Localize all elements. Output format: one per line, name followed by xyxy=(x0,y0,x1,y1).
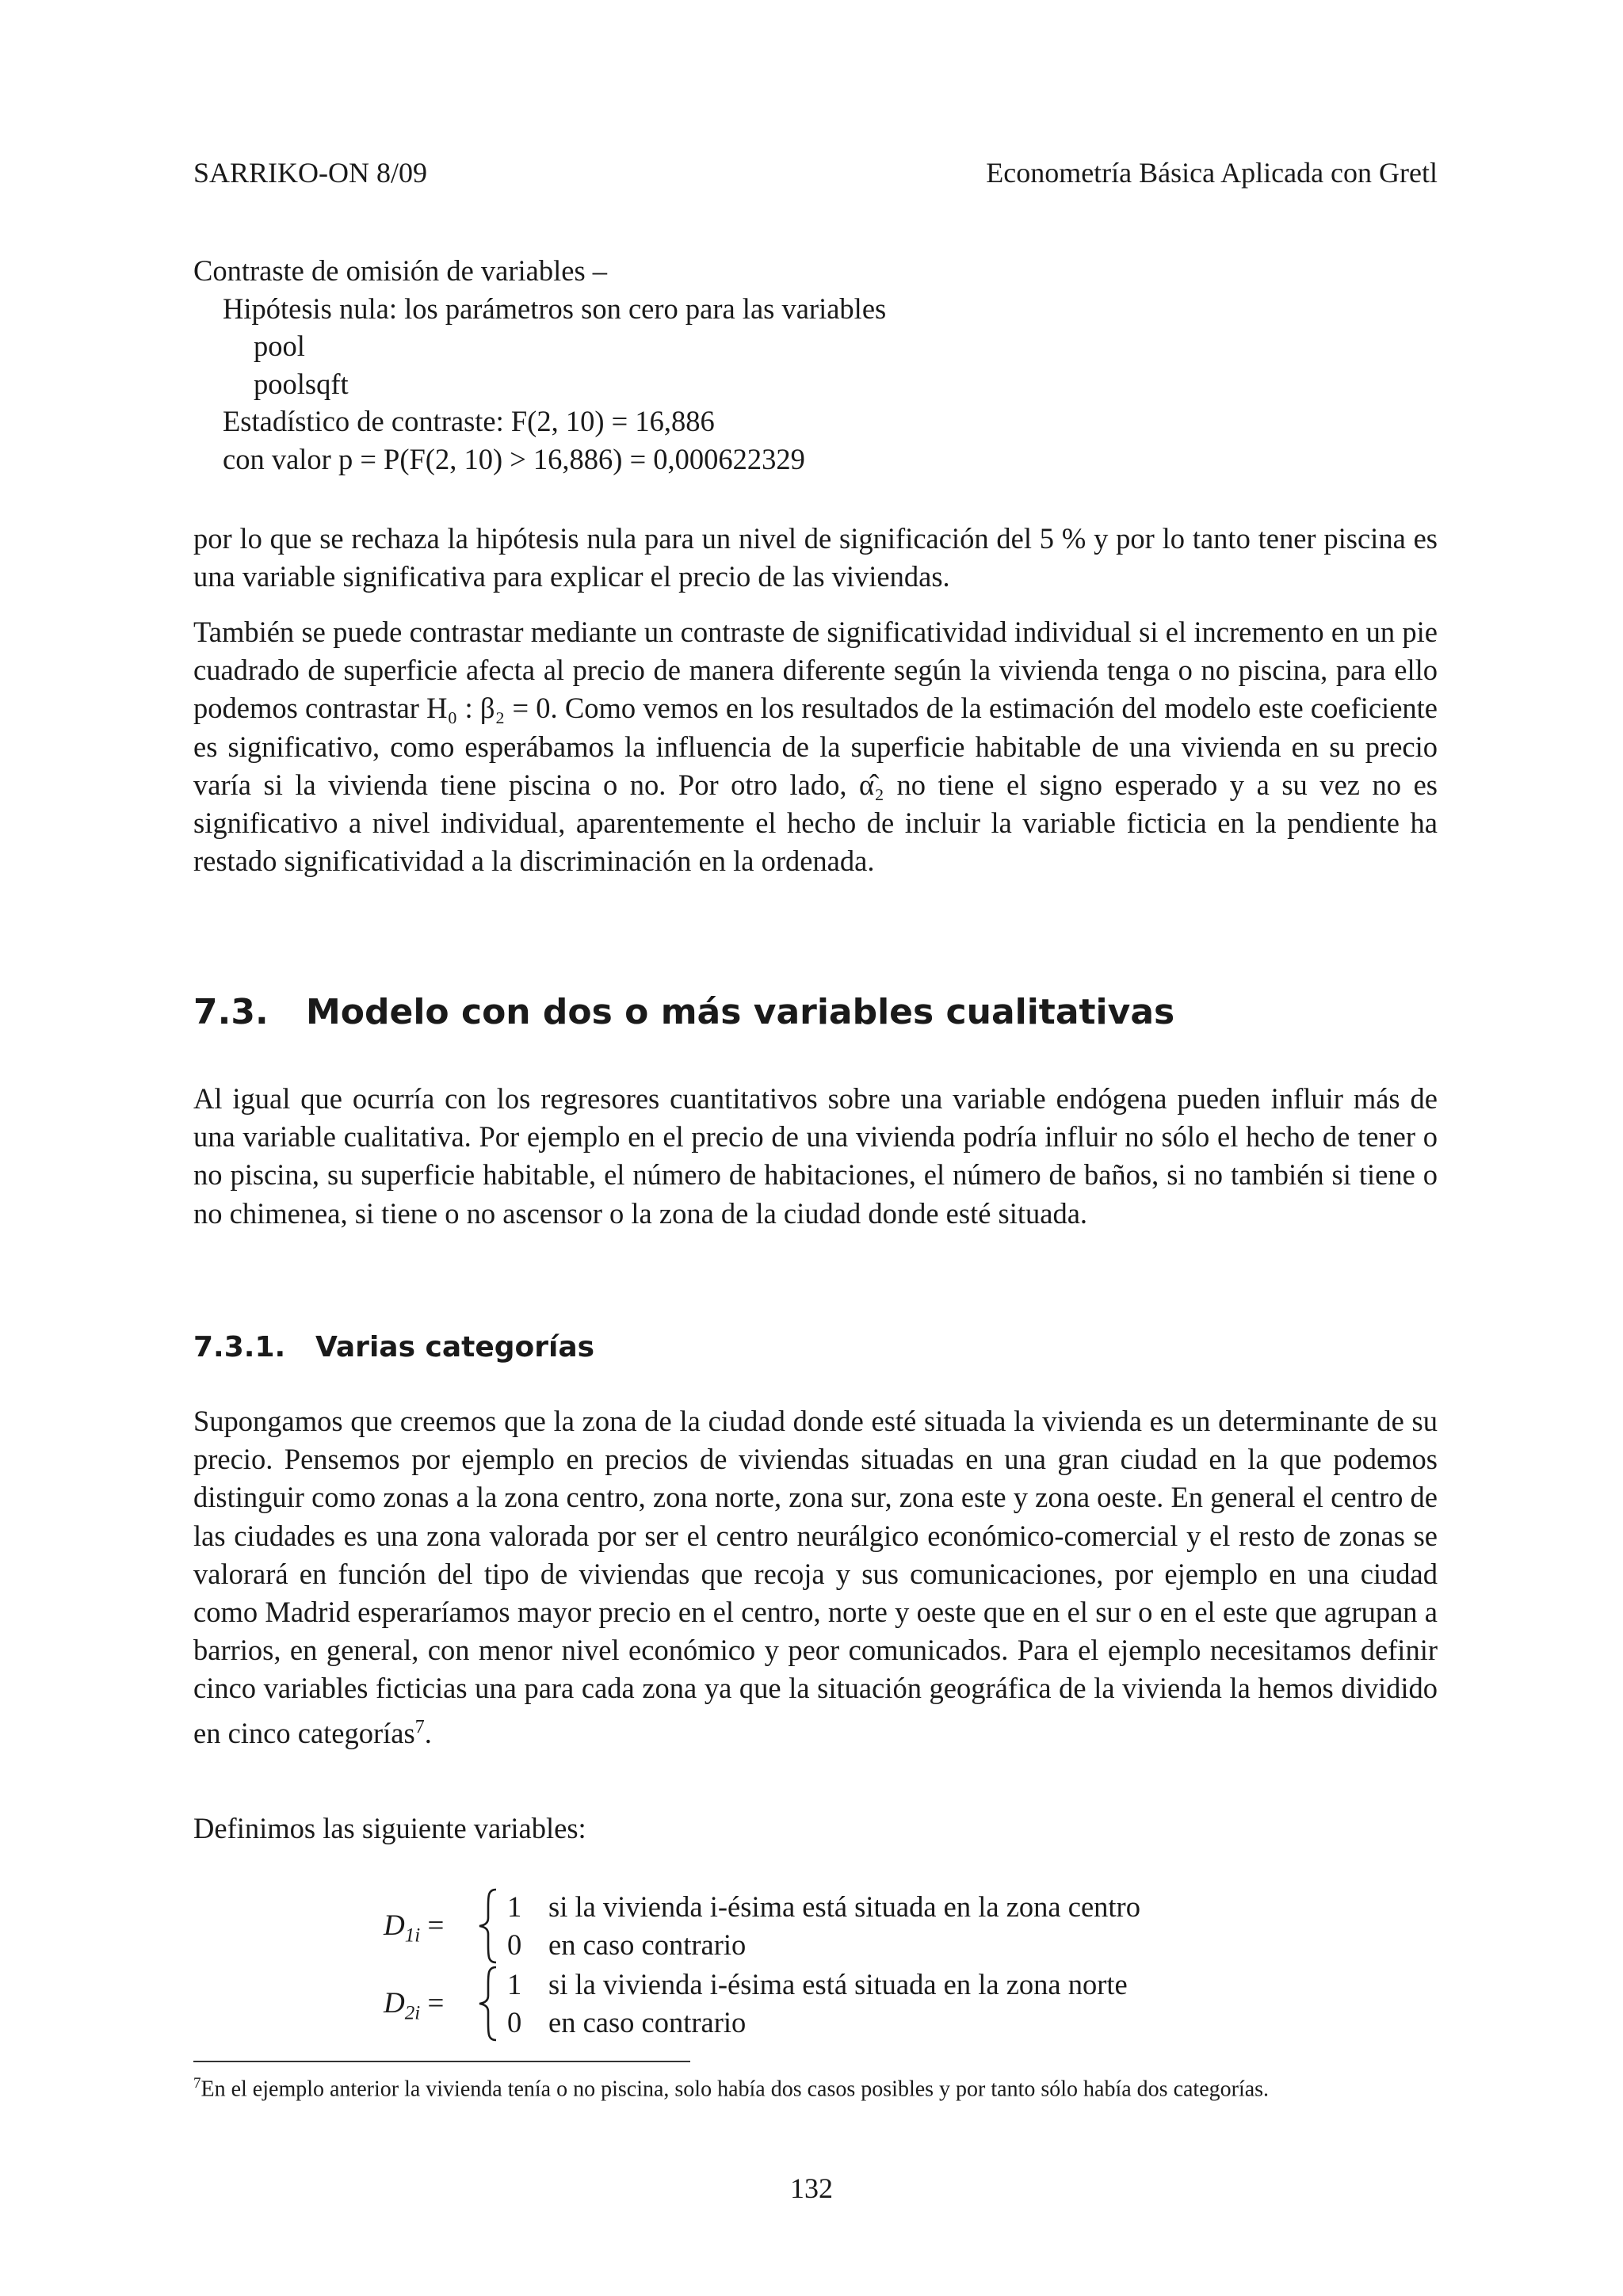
paragraph-conclusion xyxy=(193,520,1438,596)
paragraph-text: También se puede contrastar mediante un contraste de significatividad individual si el incremento en un pie cuadrado de superficie afecta al precio de manera diferente según la vivienda tenga o no piscina, para ello podemos contrastar H₀ : β₂ = 0. Como vemos en los resultados de la estimación del modelo este coeficiente es significativo, como esperábamos la influencia de la superficie habitable de una vivienda en su precio varía si la vivienda tiene piscina o no. Por otro lado, α̂₂ no tiene el signo esperado y a su vez no es significativo a nivel individual, aparentemente el hecho de incluir la variable ficticia en la pendiente ha restado significatividad a la discriminación en la ordenada. xyxy=(193,616,1438,878)
footnote-divider xyxy=(193,2061,690,2062)
case-condition: en caso contrario xyxy=(548,2006,747,2039)
equation-variable: D xyxy=(384,1987,405,2019)
output-p-value: con valor p = P(F(2, 10) > 16,886) = 0,000622329 xyxy=(223,442,805,475)
equation-d2 xyxy=(384,1966,1335,2042)
equation-d1 xyxy=(384,1888,1335,1964)
case-condition: si la vivienda i-ésima está situada en la zona centro xyxy=(548,1890,1140,1923)
paragraph-definitions xyxy=(193,1810,1438,1848)
section-title: Modelo con dos o más variables cualitativas xyxy=(306,992,1175,1032)
case-condition: si la vivienda i-ésima está situada en la zona norte xyxy=(548,1968,1128,2000)
paragraph-individual-test xyxy=(193,613,1438,880)
case-value: 0 xyxy=(507,2006,522,2039)
equation-case xyxy=(507,1966,1128,2004)
equation-subscript: 2i xyxy=(404,2002,421,2024)
paragraph-text: Al igual que ocurría con los regresores cuantitativos sobre una variable endógena pueden influir más de una variable cualitativa. Por ejemplo en el precio de una vivienda podría influir no sólo el hecho de tener o no piscina, su superficie habitable, el número de habitaciones, el número de baños, si no también si tiene o no chimenea, si tiene o no ascensor o la zona de la ciudad donde esté situada. xyxy=(193,1082,1438,1230)
footnote-text: En el ejemplo anterior la vivienda tenía o no piscina, solo había dos casos posibles y por tanto sólo había dos categorías. xyxy=(200,2077,1270,2102)
output-null-hypothesis: Hipótesis nula: los parámetros son cero para las variables xyxy=(223,292,887,325)
output-title: Contraste de omisión de variables – xyxy=(193,254,608,287)
header-left: SARRIKO-ON 8/09 xyxy=(193,157,428,189)
equation-case xyxy=(507,2004,746,2042)
output-variable: pool xyxy=(254,330,305,362)
header-right: Econometría Básica Aplicada con Gretl xyxy=(986,157,1438,189)
equation-case xyxy=(507,1926,746,1964)
page-number: 132 xyxy=(790,2172,833,2204)
paragraph-body: Supongamos que creemos que la zona de la ciudad donde esté situada la vivienda es un determinante de su precio. Pensemos por ejemplo en precios de viviendas situadas en una gran ciudad en la que podemos distinguir como zonas a la zona centro, zona norte, zona sur, zona este y zona oeste. En general el centro de las ciudades es una zona valorada por ser el centro neurálgico económico-comercial y el resto de zonas se valorará en función del tipo de viviendas que recoja y sus comunicaciones, por ejemplo en una ciudad como Madrid esperaríamos mayor precio en el centro, norte y oeste que en el sur o en el este que agrupan a barrios, en general, con menor nivel económico y peor comunicados. Para el ejemplo necesitamos definir cinco variables ficticias una para cada zona ya que la situación geográfica de la vivienda la hemos dividido en cinco categorías xyxy=(193,1405,1438,1749)
footnote-reference: 7 xyxy=(414,1716,425,1737)
equation-lhs xyxy=(384,1907,444,1955)
case-value: 1 xyxy=(507,1968,522,2000)
running-header xyxy=(193,155,1438,190)
subsection-heading xyxy=(193,1329,594,1367)
equation-case xyxy=(507,1888,1140,1926)
paragraph-text xyxy=(193,1402,1438,1753)
gretl-test-output xyxy=(193,252,1438,478)
case-value: 1 xyxy=(507,1890,522,1923)
equation-subscript: 1i xyxy=(404,1924,421,1947)
case-condition: en caso contrario xyxy=(548,1928,747,1961)
section-number: 7.3. xyxy=(193,992,269,1032)
paragraph-end: . xyxy=(424,1716,432,1749)
case-value: 0 xyxy=(507,1928,522,1961)
subsection-number: 7.3.1. xyxy=(193,1331,286,1363)
paragraph-zones xyxy=(193,1402,1438,1753)
output-variable: poolsqft xyxy=(254,367,349,400)
left-brace-icon xyxy=(477,1966,499,2042)
paragraph-text: por lo que se rechaza la hipótesis nula para un nivel de significación del 5 % y por lo tanto tener piscina es una variable significativa para explicar el precio de las viviendas. xyxy=(193,522,1438,593)
subsection-title: Varias categorías xyxy=(315,1331,595,1363)
equation-equals: = xyxy=(420,1987,445,2019)
equation-variable: D xyxy=(384,1909,405,1942)
equation-equals: = xyxy=(420,1909,445,1942)
output-statistic: Estadístico de contraste: F(2, 10) = 16,886 xyxy=(223,405,715,437)
paragraph-intro xyxy=(193,1080,1438,1233)
left-brace-icon xyxy=(477,1888,499,1964)
equation-lhs xyxy=(384,1985,444,2032)
footnote xyxy=(193,2069,1438,2103)
footnote-mark: 7 xyxy=(193,2075,201,2092)
section-heading xyxy=(193,990,1174,1035)
paragraph-text: Definimos las siguiente variables: xyxy=(193,1812,586,1844)
